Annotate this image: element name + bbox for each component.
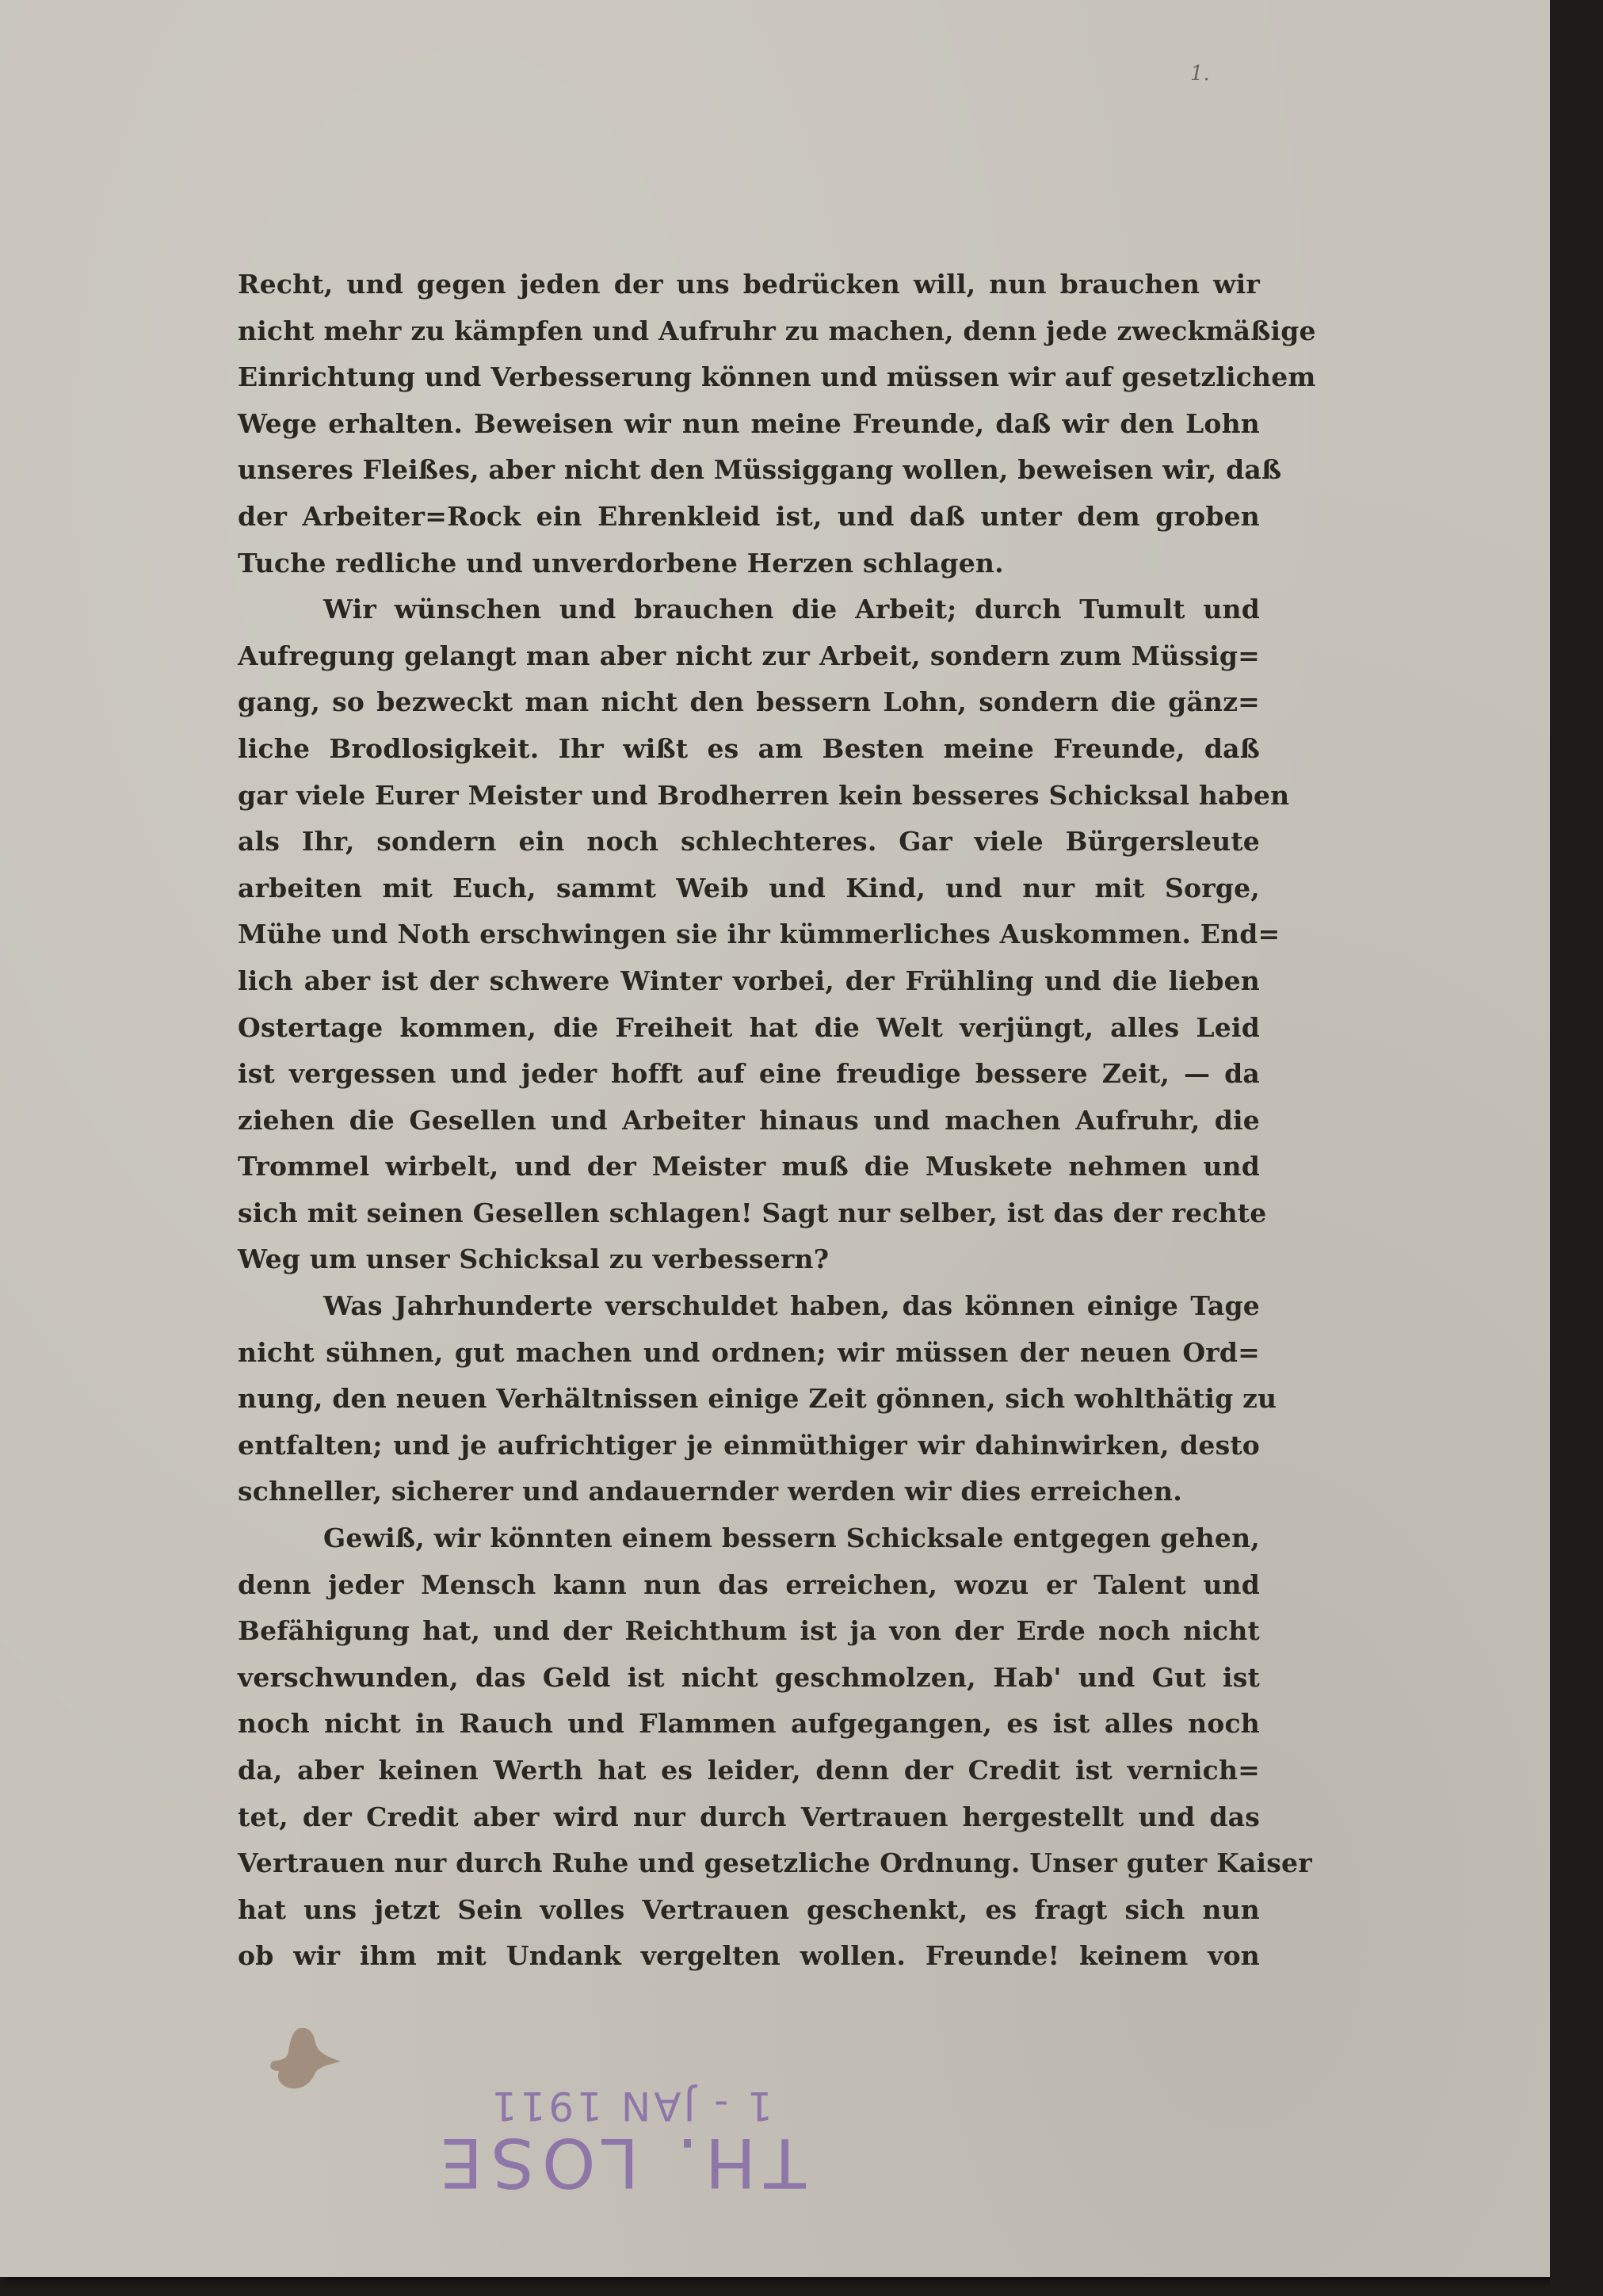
text-line: Ostertage kommen, die Freiheit hat die Welt verjüngt, alles Leid — [238, 1011, 1260, 1043]
text-line: der Arbeiter=Rock ein Ehrenkleid ist, und daß unter dem groben — [238, 500, 1260, 532]
text-line: Wege erhalten. Beweisen wir nun meine Freunde, daß wir den Lohn — [238, 407, 1260, 439]
text-line: Vertrauen nur durch Ruhe und gesetzliche Ordnung. Unser guter Kaiser — [238, 1847, 1312, 1879]
text-line: Trommel wirbelt, und der Meister muß die Muskete nehmen und — [238, 1151, 1260, 1182]
text-line: tet, der Credit aber wird nur durch Vertrauen hergestellt und das — [238, 1801, 1260, 1832]
text-line: lich aber ist der schwere Winter vorbei, der Frühling und die lieben — [238, 965, 1260, 996]
paragraph-2 — [238, 586, 1290, 1283]
stamp-name: TH. LOSE — [432, 2122, 806, 2202]
text-line: Gewiß, wir könnten einem bessern Schicksale entgegen gehen, — [323, 1522, 1260, 1554]
text-line: verschwunden, das Geld ist nicht geschmolzen, Hab' und Gut ist — [238, 1661, 1260, 1693]
paragraph-3 — [238, 1283, 1277, 1515]
paragraph-1 — [238, 262, 1316, 586]
text-line: sich mit seinen Gesellen schlagen! Sagt nur selber, ist das der rechte — [238, 1197, 1267, 1228]
text-line: ob wir ihm mit Undank vergelten wollen. Freunde! keinem von — [238, 1940, 1260, 1972]
text-line: nicht sühnen, gut machen und ordnen; wir müssen der neuen Ord= — [238, 1336, 1260, 1368]
text-line: nicht mehr zu kämpfen und Aufruhr zu machen, denn jede zweckmäßige — [238, 315, 1316, 346]
ink-stain — [268, 2025, 343, 2092]
text-line: unseres Fleißes, aber nicht den Müssiggang wollen, beweisen wir, daß — [238, 454, 1282, 486]
paragraph-4 — [238, 1515, 1312, 1980]
page-number: 1. — [1190, 62, 1210, 86]
background-edge — [1550, 0, 1603, 2296]
text-line: hat uns jetzt Sein volles Vertrauen geschenkt, es fragt sich nun — [238, 1893, 1260, 1925]
text-line: schneller, sicherer und andauernder werden wir dies erreichen. — [238, 1476, 1182, 1507]
text-line: Weg um unser Schicksal zu verbessern? — [238, 1244, 830, 1275]
text-line: Einrichtung und Verbesserung können und müssen wir auf gesetzlichem — [238, 361, 1316, 393]
text-line: entfalten; und je aufrichtiger je einmüthiger wir dahinwirken, desto — [238, 1429, 1260, 1461]
text-line: arbeiten mit Euch, sammt Weib und Kind, und nur mit Sorge, — [238, 872, 1260, 904]
text-line: Wir wünschen und brauchen die Arbeit; durch Tumult und — [323, 594, 1260, 625]
text-line: als Ihr, sondern ein noch schlechteres. Gar viele Bürgersleute — [238, 826, 1260, 858]
text-line: ziehen die Gesellen und Arbeiter hinaus und machen Aufruhr, die — [238, 1104, 1260, 1136]
text-line: Recht, und gegen jeden der uns bedrücken will, nun brauchen wir — [238, 269, 1260, 300]
stamp-date: 1 - JAN 1911 — [488, 2083, 773, 2129]
text-line: noch nicht in Rauch und Flammen aufgegangen, es ist alles noch — [238, 1708, 1260, 1740]
text-line: Aufregung gelangt man aber nicht zur Arbeit, sondern zum Müssig= — [238, 640, 1260, 671]
text-line: Was Jahrhunderte verschuldet haben, das können einige Tage — [323, 1290, 1260, 1322]
text-line: Befähigung hat, und der Reichthum ist ja von der Erde noch nicht — [238, 1615, 1260, 1647]
text-line: gar viele Eurer Meister und Brodherren kein besseres Schicksal haben — [238, 779, 1290, 811]
text-line: liche Brodlosigkeit. Ihr wißt es am Besten meine Freunde, daß — [238, 732, 1260, 764]
text-body — [238, 262, 1316, 1980]
library-stamp — [432, 2083, 820, 2202]
text-line: da, aber keinen Werth hat es leider, denn der Credit ist vernich= — [238, 1755, 1260, 1786]
text-line: ist vergessen und jeder hofft auf eine freudige bessere Zeit, — da — [238, 1058, 1260, 1090]
text-line: Tuche redliche und unverdorbene Herzen schlagen. — [238, 547, 1004, 579]
text-line: Mühe und Noth erschwingen sie ihr kümmerliches Auskommen. End= — [238, 919, 1280, 950]
text-line: nung, den neuen Verhältnissen einige Zeit gönnen, sich wohlthätig zu — [238, 1383, 1277, 1415]
text-line: denn jeder Mensch kann nun das erreichen, wozu er Talent und — [238, 1568, 1260, 1600]
text-line: gang, so bezweckt man nicht den bessern Lohn, sondern die gänz= — [238, 686, 1260, 718]
